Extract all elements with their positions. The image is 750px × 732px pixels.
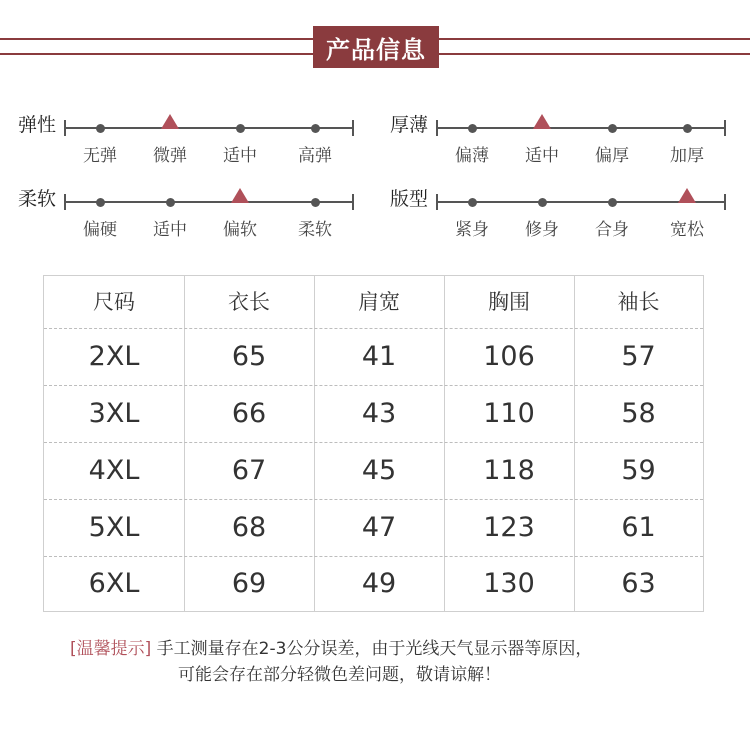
scale-option-label: 微弹 [153, 146, 187, 166]
scale-option-label: 无弹 [83, 146, 117, 166]
table-cell: 4XL [88, 455, 140, 486]
scale-end-tick [64, 194, 66, 210]
scale-end-tick [436, 120, 438, 136]
table-cell: 6XL [88, 568, 140, 599]
scale-end-tick [352, 194, 354, 210]
scale-option-label: 偏厚 [595, 146, 629, 166]
table-cell: 65 [231, 341, 267, 372]
scale-end-tick [352, 120, 354, 136]
scale-option-label: 适中 [153, 220, 187, 240]
scale-option-label: 紧身 [455, 220, 489, 240]
scale-option-label: 宽松 [670, 220, 704, 240]
scale-1 [390, 114, 750, 174]
scale-option-label: 偏软 [223, 220, 257, 240]
scale-3 [390, 188, 750, 248]
size-table [43, 275, 704, 612]
scale-option-label: 高弹 [298, 146, 332, 166]
scale-option-label: 合身 [595, 220, 629, 240]
table-cell: 58 [621, 398, 656, 429]
table-cell: 5XL [88, 512, 140, 543]
scale-dot [311, 198, 320, 207]
table-cell: 49 [361, 568, 397, 599]
scale-name: 弹性 [18, 114, 57, 136]
table-cell: 57 [621, 341, 656, 372]
page-title: 产品信息 [313, 26, 439, 68]
tip-line-2: 可能会存在部分轻微色差问题，敬请谅解！ [178, 665, 501, 685]
table-cell: 47 [361, 512, 397, 543]
table-cell: 130 [483, 568, 535, 599]
scale-dot [608, 124, 617, 133]
scale-0 [18, 114, 378, 174]
scale-option-label: 适中 [525, 146, 559, 166]
table-cell: 118 [483, 455, 535, 486]
table-cell: 69 [231, 568, 267, 599]
table-cell: 45 [361, 455, 397, 486]
scale-dot [311, 124, 320, 133]
scale-2 [18, 188, 378, 248]
scale-name: 厚薄 [390, 114, 429, 136]
table-cell: 59 [621, 455, 656, 486]
scale-dot [468, 198, 477, 207]
scale-option-label: 柔软 [298, 220, 332, 240]
table-cell: 123 [483, 512, 535, 543]
scale-option-label: 加厚 [670, 146, 704, 166]
scale-option-label: 适中 [223, 146, 257, 166]
tip-note [70, 636, 710, 688]
table-cell: 2XL [88, 341, 140, 372]
scale-option-label: 修身 [525, 220, 559, 240]
table-header-cell: 尺码 [93, 290, 135, 314]
scale-dot [236, 124, 245, 133]
scale-end-tick [724, 120, 726, 136]
scale-name: 柔软 [18, 188, 57, 210]
table-cell: 110 [483, 398, 535, 429]
table-cell: 106 [483, 341, 535, 372]
scale-option-label: 偏硬 [83, 220, 117, 240]
scale-end-tick [64, 120, 66, 136]
scale-option-label: 偏薄 [455, 146, 489, 166]
selected-marker-icon [161, 114, 179, 129]
scale-end-tick [724, 194, 726, 210]
scale-end-tick [436, 194, 438, 210]
table-cell: 63 [621, 568, 656, 599]
selected-marker-icon [533, 114, 551, 129]
selected-marker-icon [678, 188, 696, 203]
table-header-cell: 衣长 [228, 290, 270, 314]
scale-dot [96, 198, 105, 207]
tip-label: [温馨提示] [70, 639, 152, 659]
scale-dot [166, 198, 175, 207]
table-cell: 67 [231, 455, 267, 486]
scale-name: 版型 [390, 188, 429, 210]
selected-marker-icon [231, 188, 249, 203]
scale-dot [468, 124, 477, 133]
scale-dot [538, 198, 547, 207]
tip-line-1: 手工测量存在2-3公分误差，由于光线天气显示器等原因， [156, 639, 593, 659]
table-cell: 61 [621, 512, 656, 543]
table-header-cell: 肩宽 [358, 290, 400, 314]
table-header-cell: 袖长 [617, 290, 660, 314]
table-cell: 66 [231, 398, 267, 429]
scale-dot [608, 198, 617, 207]
table-cell: 43 [361, 398, 397, 429]
table-cell: 3XL [88, 398, 140, 429]
scale-dot [96, 124, 105, 133]
table-cell: 41 [361, 341, 397, 372]
scale-dot [683, 124, 692, 133]
table-cell: 68 [231, 512, 267, 543]
table-header-cell: 胸围 [488, 290, 530, 314]
